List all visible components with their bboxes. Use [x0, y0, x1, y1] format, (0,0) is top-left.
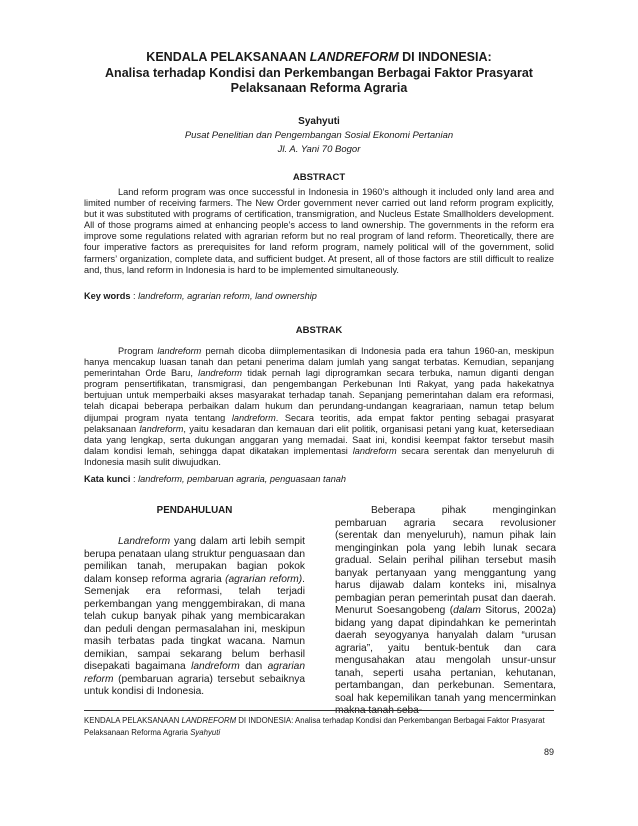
abstrak-heading: ABSTRAK: [295, 325, 343, 336]
running-footer: KENDALA PELAKSANAAN LANDREFORM DI INDONESIA: Analisa terhadap Kondisi dan Perkembangan Berbagai Faktor Prasyarat Pelaksanaan Reforma Agraria Syahyuti: [84, 716, 545, 737]
title-line-1: KENDALA PELAKSANAAN LANDREFORM DI INDONESIA:: [146, 50, 492, 64]
abstrak-keywords: Kata kunci : landreform, pembaruan agraria, penguasaan tanah: [84, 474, 347, 484]
abstract-keywords: Key words : landreform, agrarian reform, land ownership: [84, 291, 317, 301]
title-line-3: Pelaksanaan Reforma Agraria: [230, 81, 408, 95]
body-column-right: Beberapa pihak menginginkan pembaruan agraria secara revolusioner (serentak dan menyeluruh), namun pihak lain menginginkan pola yang lebih lunak secara gradual. Selain perihal pilihan tersebut masih banyak pertanyaan yang menggantung yang harus dijawab dalam konteks ini, misalnya pembagian peran pemerintah pusat dan daerah. Menurut Soesangobeng (dalam Sitorus, 2002a) bidang yang dapat dipindahkan ke pemerintah daerah seyogyanya hanyalah dalam “urusan agraria”, yaitu bentuk-bentuk dan cara mengusahakan atau mengolah unsur-unsur tanah, seperti usaha pertanian, kehutanan, pertambangan, dan perkebunan. Sementara, soal hak kepemilikan tanah yang mencerminkan makna tanah seba-: [335, 505, 556, 716]
title-line-2: Analisa terhadap Kondisi dan Perkembangan Berbagai Faktor Prasyarat: [105, 65, 533, 80]
section-heading: PENDAHULUAN: [156, 505, 233, 516]
paper-title: [60, 50, 578, 97]
author-name: Syahyuti: [298, 116, 340, 127]
author-affiliation: Pusat Penelitian dan Pengembangan Sosial Ekonomi Pertanian Jl. A. Yani 70 Bogor: [184, 130, 454, 155]
page-number: 89: [543, 747, 554, 757]
abstrak-body: Program landreform pernah dicoba diimplementasikan di Indonesia pada era tahun 1960-an, meskipun hanya mencakup luasan tanah dan petani penerima dalam jumlah yang sangat terbatas. Kemudian, sepanjang pemerintahan Orde Baru, landreform tidak pernah lagi diprogramkan secara terbuka, namun diganti dengan program pensertifikatan, transmigrasi, dan pengembangan Perkebunan Inti Rakyat, yang pada hakekatnya bertujuan untuk memperbaiki akses masyarakat terhadap tanah. Sepanjang pemerintahan dalam era reformasi, telah dicapai beberapa perbaikan dalam hukum dan perundang-undangan keagrariaan, namun tetap belum dijumpai program nyata tentang landreform. Secara teoritis, ada empat faktor penting sebagai prasyarat pelaksanaan landreform, yaitu kesadaran dan kemauan dari elit politik, organisasi petani yang kuat, ketersediaan data yang lengkap, serta dukungan anggaran yang memadai. Saat ini, kondisi keempat faktor tersebut masih dalam kondisi lemah, sehingga dapat dikatakan implementasi landreform secara serentak dan menyeluruh di Indonesia masih sulit diwujudkan.: [84, 346, 555, 467]
footer-divider: [84, 710, 554, 711]
abstract-body: Land reform program was once successful in Indonesia in 1960’s although it included only land area and limited number of receiving farmers. The New Order government never carried out land reform program explicitly, but it was substituted with programs of certification, transmigration, and Nucleus Estate Smallholders development. All of those programs aimed at enhancing people’s access to land ownership. The governments in the reform era improve some regulations related with agrarian reform but no real program of land reform. Theoretically, there are four imperative factors as prerequisites for land reform program, namely political will of the government, solid farmers’ organization, complete data, and sufficient budget. At present, all of those factors are still difficult to realize and, thus, land reform in Indonesia is hard to be implemented simultaneously.: [84, 187, 554, 275]
abstract-heading: ABSTRACT: [292, 172, 346, 183]
body-column-left: Landreform yang dalam arti lebih sempit berupa penataan ulang struktur penguasaan dan pemilikan tanah, merupakan bagian pokok dalam konsep reforma agraria (agrarian reform). Semenjak era reformasi, telah terjadi perkembangan yang menggembirakan, di mana telah cukup banyak pihak yang membicarakan dan peduli dengan permasalahan ini, meskipun masih terbatas pada tingkat wacana. Namun demikian, sampai sekarang belum berhasil disepakati bagaimana landreform dan agrarian reform (pembaruan agraria) tersebut sebaiknya untuk kondisi di Indonesia.: [84, 536, 305, 697]
